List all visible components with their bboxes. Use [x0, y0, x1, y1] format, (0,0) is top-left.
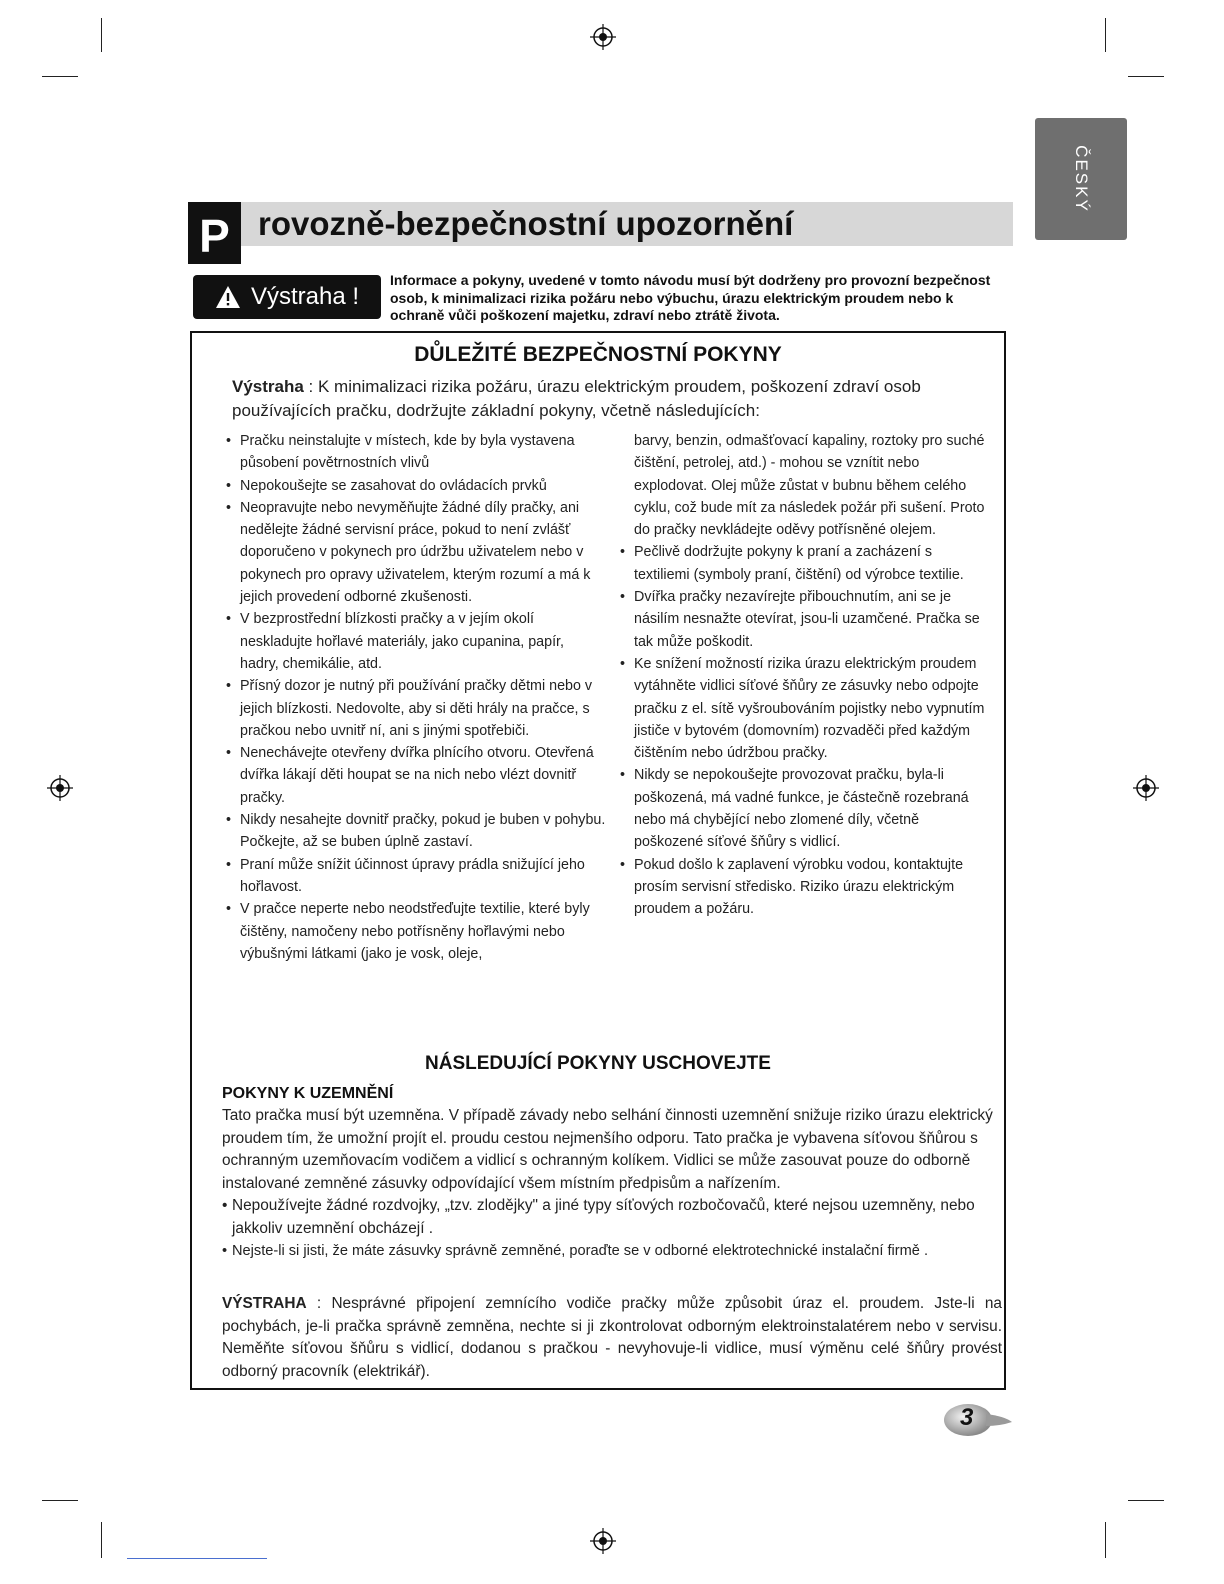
final-warning-text: : Nesprávné připojení zemnícího vodiče pračky může způsobit úraz el. proudem. Jste-li na pochybách, je-li pračka správně zemněna, nechte si ji zkontrolovat odborným elektroinstalatérem nebo v servisu. Neměňte síťovou šňůru s vidlicí, dodanou s pračkou - nevyhovuje-li vidlice, musí výměnu celé šňůry provést odborný pracovník (elektrikář). [222, 1295, 1002, 1380]
save-instructions-title: NÁSLEDUJÍCÍ POKYNY USCHOVEJTE [425, 1053, 771, 1074]
page-number: 3 [960, 1404, 974, 1431]
box-title: DŮLEŽITÉ BEZPEČNOSTNÍ POKYNY [414, 343, 782, 366]
warning-badge-label: Výstraha ! [250, 283, 360, 310]
list-item: • Nikdy nesahejte dovnitř pračky, pokud je buben v pohybu. Počkejte, až se buben úplně zastaví. [226, 809, 606, 854]
crop-mark [101, 18, 102, 52]
crop-mark [1128, 76, 1164, 77]
grounding-bullet: • Nepoužívejte žádné rozdvojky, „tzv. zlodějky" a jiné typy síťových rozbočovačů, které nejsou uzemněny, nebo jakkoliv uzemnění obcházejí . [222, 1195, 1002, 1240]
crop-mark [42, 76, 78, 77]
intro-text: Informace a pokyny, uvedené v tomto návodu musí být dodrženy pro provozní bezpečnost osob, k minimalizaci rizika požáru nebo výbuchu, úrazu elektrickým proudem nebo k ochraně vůči poškození majetku, zdraví nebo ztrátě života. [390, 272, 991, 323]
list-item: • Nenechávejte otevřeny dvířka plnícího otvoru. Otevřená dvířka lákají děti houpat se na nich nebo vlézt dovnitř pračky. [226, 742, 606, 809]
list-item: • Nikdy se nepokoušejte provozovat pračku, byla-li poškozená, má vadné funkce, je částečně rozebraná nebo má chybějící nebo zlomené díly, včetně poškozené síťové šňůry s vidlicí. [620, 764, 990, 853]
box-lead [232, 375, 992, 423]
crop-mark [101, 1522, 102, 1558]
box-lead-text: : K minimalizaci rizika požáru, úrazu elektrickým proudem, poškození zdraví osob používajících pračku, dodržujte základní pokyny, včetně následujících: [232, 377, 921, 420]
box-lead-label: Výstraha [232, 377, 304, 396]
list-item: • V pračce neperte nebo neodstřeďujte textilie, které byly čištěny, namočeny nebo potřísněny hořlavými nebo výbušnými látkami (jako je vosk, oleje, [226, 898, 606, 965]
registration-mark-icon [47, 775, 73, 801]
list-item: • V bezprostřední blízkosti pračky a v jejím okolí neskladujte hořlavé materiály, jako cupanina, papír, hadry, chemikálie, atd. [226, 608, 606, 675]
grounding-bullet: • Nejste-li si jisti, že máte zásuvky správně zemněné, poraďte se v odborné elektrotechnické instalační firmě . [222, 1240, 1002, 1263]
left-column [226, 430, 606, 965]
right-column [620, 430, 990, 921]
warning-badge [193, 275, 381, 319]
grounding-section [222, 1105, 1002, 1263]
registration-mark-icon [590, 1528, 616, 1554]
list-item-continuation: barvy, benzin, odmašťovací kapaliny, roztoky pro suché čištění, petrolej, atd.) - mohou se vznítit nebo explodovat. Olej může zůstat v bubnu během celého cyklu, což bude mít za následek požár při sušení. Proto do pračky nevkládejte oděvy potřísněné olejem. [634, 433, 985, 539]
language-tab [1035, 118, 1127, 240]
grounding-text: Tato pračka musí být uzemněna. V případě závady nebo selhání činnosti uzemnění snižuje riziko úrazu elektrický proudem tím, že umožní projít el. proudu cestou nejmenšího odporu. Tato pračka je vybavena síťovou šňůrou s ochranným uzemňovacím vodičem a vidlicí s ochranným kolíkem. Vidlici se může zasouvat pouze do odborně instalované zemněné zásuvky odpovídající všem místním předpisům a nařízením. [222, 1107, 993, 1192]
crop-mark [1105, 18, 1106, 52]
list-item: • Nepokoušejte se zasahovat do ovládacích prvků [226, 475, 606, 497]
list-item: • Pokud došlo k zaplavení výrobku vodou, kontaktujte prosím servisní středisko. Riziko úrazu elektrickým proudem a požáru. [620, 854, 990, 921]
warning-triangle-icon [215, 285, 241, 309]
list-item: • Neopravujte nebo nevyměňujte žádné díly pračky, ani nedělejte žádné servisní práce, pokud to není zvlášť doporučeno v pokynech pro údržbu uživatelem nebo v pokynech pro opravy uživatelem, kterým rozumí a má k jejich provedení odborné zkušenosti. [226, 497, 606, 608]
list-item: • Pračku neinstalujte v místech, kde by byla vystavena působení povětrnostních vlivů [226, 430, 606, 475]
page-number-badge [942, 1402, 1012, 1438]
registration-mark-icon [590, 24, 616, 50]
footer-link-underline [127, 1558, 267, 1559]
crop-mark [1105, 1522, 1106, 1558]
registration-mark-icon [1133, 775, 1159, 801]
grounding-title: POKYNY K UZEMNĚNÍ [222, 1085, 394, 1102]
safety-instructions-box [190, 331, 1006, 1390]
list-item: • Pečlivě dodržujte pokyny k praní a zacházení s textiliemi (symboly praní, čištění) od výrobce textilie. [620, 541, 990, 586]
final-warning-label: VÝSTRAHA [222, 1295, 307, 1312]
language-tab-label: ČESKÝ [1072, 145, 1091, 213]
list-item: • Dvířka pračky nezavírejte přibouchnutím, ani se je násilím nesnažte otevírat, jsou-li uzamčené. Pračka se tak může poškodit. [620, 586, 990, 653]
page-number-swoosh-icon [942, 1402, 1012, 1438]
final-warning [222, 1293, 1002, 1383]
crop-mark [42, 1500, 78, 1501]
crop-mark [1128, 1500, 1164, 1501]
list-item: • Přísný dozor je nutný při používání pračky dětmi nebo v jejich blízkosti. Nedovolte, aby si děti hrály na pračce, s pračkou nebo uvnitř ní, ani s jinými spotřebiči. [226, 675, 606, 742]
list-item: • Ke snížení možností rizika úrazu elektrickým proudem vytáhněte vidlici síťové šňůry ze zásuvky nebo odpojte pračku z el. sítě vyšroubováním pojistky nebo vypnutím jističe v bytovém (domovním) rozvaděči před každým čištěním nebo údržbou pračky. [620, 653, 990, 764]
list-item: • Praní může snížit účinnost úpravy prádla snižující jeho hořlavost. [226, 854, 606, 899]
page-title: rovozně-bezpečnostní upozornění [258, 205, 794, 242]
heading-initial: P [188, 202, 241, 264]
